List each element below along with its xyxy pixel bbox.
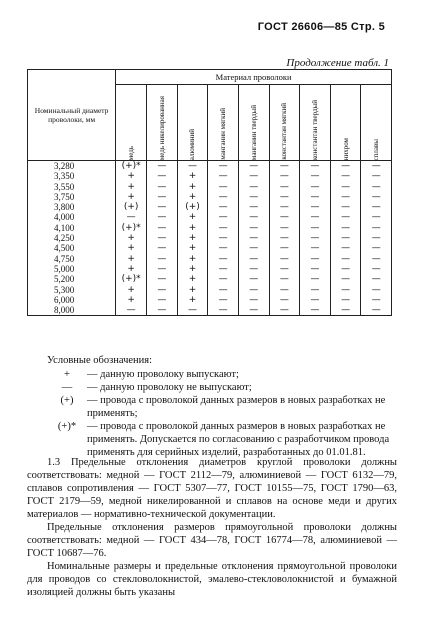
availability-cell: — xyxy=(371,161,381,171)
availability-cell: (+)* xyxy=(121,161,141,171)
availability-cell: + xyxy=(127,294,135,305)
diameter-value: 4,100 xyxy=(54,222,75,233)
availability-cell: — xyxy=(157,191,167,202)
availability-cell: — xyxy=(371,284,381,295)
availability-cell: — xyxy=(310,202,320,213)
availability-cell: — xyxy=(249,191,259,202)
availability-cell: — xyxy=(310,171,320,182)
availability-cell: — xyxy=(371,222,381,233)
diameter-value: 5,000 xyxy=(54,263,75,274)
column-header: сплавы xyxy=(361,85,392,161)
availability-cell: — xyxy=(341,233,351,244)
availability-cell: — xyxy=(341,171,351,182)
diameter-column xyxy=(28,161,116,316)
availability-cell: — xyxy=(249,305,259,316)
availability-cell: + xyxy=(188,181,197,192)
availability-cell: — xyxy=(249,222,259,233)
diameter-value: 4,250 xyxy=(54,233,75,244)
availability-cell: — xyxy=(279,161,289,171)
availability-cell: — xyxy=(249,161,259,171)
diameter-value: 3,280 xyxy=(54,161,75,171)
availability-cell: — xyxy=(279,202,289,213)
availability-cell: — xyxy=(249,212,259,223)
availability-cell: — xyxy=(249,181,259,192)
availability-cell: — xyxy=(218,253,228,264)
availability-cell: — xyxy=(371,191,381,202)
legend-symbol: — xyxy=(61,382,73,393)
availability-cell: — xyxy=(218,222,228,233)
availability-cell: — xyxy=(157,243,167,254)
availability-cell: — xyxy=(157,274,167,285)
availability-cell: + xyxy=(127,243,135,254)
availability-cell: — xyxy=(218,181,228,192)
availability-cell: — xyxy=(249,243,259,254)
availability-cell: — xyxy=(310,212,320,223)
availability-cell: — xyxy=(249,171,259,182)
availability-cell: — xyxy=(157,181,167,192)
availability-cell: — xyxy=(371,181,381,192)
availability-cell: + xyxy=(188,253,197,264)
availability-cell: — xyxy=(310,263,320,274)
availability-cell: — xyxy=(218,233,228,244)
availability-cell: — xyxy=(310,181,320,192)
diameter-value: 3,550 xyxy=(54,181,75,192)
availability-cell: + xyxy=(188,222,197,233)
availability-cell: + xyxy=(127,191,135,202)
availability-cell: — xyxy=(341,202,351,213)
availability-cell: — xyxy=(279,284,289,295)
availability-cell: — xyxy=(249,253,259,264)
availability-cell: — xyxy=(279,305,289,316)
availability-cell: — xyxy=(157,161,167,171)
availability-cell: + xyxy=(127,181,135,192)
availability-cell: — xyxy=(279,263,289,274)
page-header: ГОСТ 26606—85 Стр. 5 xyxy=(257,21,385,33)
availability-cell: — xyxy=(157,263,167,274)
diameter-value: 5,300 xyxy=(54,284,75,295)
availability-column xyxy=(116,161,147,316)
legend xyxy=(47,354,392,459)
legend-symbol: + xyxy=(64,369,70,380)
availability-cell: — xyxy=(249,263,259,274)
diameter-value: 4,750 xyxy=(54,253,75,264)
availability-cell: — xyxy=(310,191,320,202)
availability-cell: — xyxy=(371,233,381,244)
legend-text: — данную проволоку выпускают; xyxy=(87,369,239,380)
legend-item xyxy=(47,420,392,459)
diameter-value: 8,000 xyxy=(54,305,75,316)
availability-cell: — xyxy=(341,212,351,223)
availability-cell: — xyxy=(218,243,228,254)
column-header: константан твердый xyxy=(300,85,331,161)
legend-symbol: (+) xyxy=(60,395,74,406)
row-header: Номинальный диаметр проволоки, мм xyxy=(28,70,116,161)
diameter-value: 3,750 xyxy=(54,191,75,202)
body-text xyxy=(27,456,397,599)
availability-cell: — xyxy=(279,181,289,192)
paragraph: Предельные отклонения размеров прямоугольной проволоки должны соответствовать: медной — ГОСТ 434—78, ГОСТ 16774—78, алюминиевой — ГОСТ 10687—76. xyxy=(27,522,397,559)
column-header: нихром xyxy=(330,85,361,161)
availability-cell: + xyxy=(127,171,135,182)
availability-cell: — xyxy=(341,243,351,254)
availability-cell: — xyxy=(341,294,351,305)
availability-cell: — xyxy=(157,305,167,316)
availability-cell: — xyxy=(187,161,197,171)
availability-cell: + xyxy=(188,233,197,244)
availability-cell: — xyxy=(310,274,320,285)
availability-cell: — xyxy=(371,253,381,264)
availability-cell: — xyxy=(310,305,320,316)
diameter-value: 6,000 xyxy=(54,294,75,305)
availability-cell: + xyxy=(188,284,197,295)
availability-cell: + xyxy=(188,274,197,285)
column-header: медь xyxy=(116,85,147,161)
availability-cell: — xyxy=(341,222,351,233)
availability-cell: — xyxy=(218,161,228,171)
column-header: манганин твердый xyxy=(238,85,269,161)
column-header: манганин мягкий xyxy=(208,85,239,161)
availability-cell: — xyxy=(341,161,351,171)
diameter-value: 4,500 xyxy=(54,243,75,254)
availability-cell: — xyxy=(157,253,167,264)
availability-cell: — xyxy=(279,191,289,202)
availability-cell: — xyxy=(279,243,289,254)
availability-cell: (+) xyxy=(185,202,200,213)
availability-cell: — xyxy=(371,212,381,223)
availability-cell: — xyxy=(218,294,228,305)
diameter-value: 3,800 xyxy=(54,202,75,213)
availability-cell: — xyxy=(341,284,351,295)
availability-cell: + xyxy=(127,233,135,244)
availability-cell: — xyxy=(218,305,228,316)
availability-cell: — xyxy=(218,263,228,274)
availability-cell: — xyxy=(341,263,351,274)
legend-item xyxy=(47,394,392,420)
availability-cell: — xyxy=(249,274,259,285)
availability-cell: — xyxy=(341,305,351,316)
availability-cell: — xyxy=(279,294,289,305)
paragraph: 1.3 Предельные отклонения диаметров круглой проволоки должны соответствовать: медной — ГОСТ 2112—79, алюминиевой — ГОСТ 6132—79, сплавов сопротивления — ГОСТ 5307—77, ГОСТ 10155—75, ГОСТ 1790—63, ГОСТ 2179—59, медной никелированной и сплавов на основе меди и других материалов — нормативно-технической документации. xyxy=(27,457,397,520)
availability-cell: — xyxy=(341,253,351,264)
availability-cell: + xyxy=(127,263,135,274)
legend-symbol: (+)* xyxy=(57,421,77,432)
availability-cell: + xyxy=(188,294,197,305)
availability-cell: — xyxy=(157,171,167,182)
legend-item xyxy=(47,368,392,381)
availability-cell: — xyxy=(157,202,167,213)
availability-column xyxy=(330,161,361,316)
availability-cell: — xyxy=(310,294,320,305)
legend-text: — провода с проволокой данных размеров в новых разработках не применять. Допускается по согласованию с разработчиком провода применять для серийных изделий, разработанных до 01.01.81. xyxy=(87,421,390,458)
legend-title: Условные обозначения: xyxy=(47,355,153,366)
availability-cell: — xyxy=(371,171,381,182)
availability-cell: + xyxy=(127,253,135,264)
availability-column xyxy=(269,161,300,316)
availability-column xyxy=(177,161,208,316)
availability-column xyxy=(208,161,239,316)
availability-column xyxy=(361,161,392,316)
availability-cell: — xyxy=(310,284,320,295)
availability-column xyxy=(238,161,269,316)
availability-cell: — xyxy=(249,202,259,213)
column-header: медь никелированная xyxy=(147,85,178,161)
diameter-value: 4,000 xyxy=(54,212,75,223)
availability-cell: + xyxy=(188,212,197,223)
availability-cell: — xyxy=(249,233,259,244)
availability-cell: — xyxy=(157,222,167,233)
wire-material-table xyxy=(27,69,392,316)
availability-cell: — xyxy=(371,263,381,274)
availability-cell: — xyxy=(157,294,167,305)
availability-cell: — xyxy=(187,305,197,316)
availability-cell: — xyxy=(341,191,351,202)
availability-cell: — xyxy=(310,222,320,233)
availability-cell: — xyxy=(279,222,289,233)
availability-cell: — xyxy=(310,233,320,244)
availability-cell: (+) xyxy=(123,202,139,213)
availability-column xyxy=(147,161,178,316)
availability-cell: — xyxy=(218,191,228,202)
availability-cell: — xyxy=(341,181,351,192)
column-header: алюминий xyxy=(177,85,208,161)
legend-item xyxy=(47,381,392,394)
paragraph: Номинальные размеры и предельные отклонения прямоугольной проволоки для проводов со стекловолокнистой, эмалево-стекловолокнистой и бумажной изоляцией должны быть указаны xyxy=(27,561,397,598)
availability-cell: (+)* xyxy=(121,222,141,233)
availability-cell: + xyxy=(188,243,197,254)
diameter-value: 3,350 xyxy=(54,171,75,182)
availability-cell: + xyxy=(188,263,197,274)
material-group-header: Материал проволоки xyxy=(116,70,392,85)
column-header: константан мягкий xyxy=(269,85,300,161)
table-continuation-label: Продолжение табл. 1 xyxy=(286,57,389,69)
availability-cell: — xyxy=(157,212,167,223)
availability-cell: — xyxy=(157,233,167,244)
availability-cell: + xyxy=(188,171,197,182)
availability-cell: — xyxy=(279,171,289,182)
availability-cell: — xyxy=(310,243,320,254)
availability-cell: — xyxy=(310,253,320,264)
availability-cell: — xyxy=(341,274,351,285)
availability-cell: — xyxy=(310,161,320,171)
availability-cell: — xyxy=(126,305,136,316)
availability-cell: (+)* xyxy=(121,274,141,285)
availability-cell: — xyxy=(371,305,381,316)
availability-cell: — xyxy=(279,212,289,223)
availability-cell: — xyxy=(218,274,228,285)
availability-cell: + xyxy=(188,191,197,202)
availability-cell: — xyxy=(371,202,381,213)
diameter-value: 5,200 xyxy=(54,274,75,285)
availability-cell: — xyxy=(249,294,259,305)
legend-text: — данную проволоку не выпускают; xyxy=(87,382,252,393)
availability-cell: — xyxy=(157,284,167,295)
availability-cell: — xyxy=(218,284,228,295)
availability-cell: — xyxy=(279,253,289,264)
availability-cell: — xyxy=(218,171,228,182)
availability-cell: — xyxy=(218,202,228,213)
availability-cell: — xyxy=(279,274,289,285)
availability-cell: — xyxy=(371,243,381,254)
availability-cell: + xyxy=(127,284,135,295)
availability-cell: — xyxy=(371,294,381,305)
availability-cell: — xyxy=(218,212,228,223)
availability-cell: — xyxy=(371,274,381,285)
legend-text: — провода с проволокой данных размеров в новых разработках не применять; xyxy=(87,395,386,419)
availability-cell: — xyxy=(249,284,259,295)
availability-cell: — xyxy=(279,233,289,244)
availability-cell: — xyxy=(126,212,136,223)
availability-column xyxy=(300,161,331,316)
